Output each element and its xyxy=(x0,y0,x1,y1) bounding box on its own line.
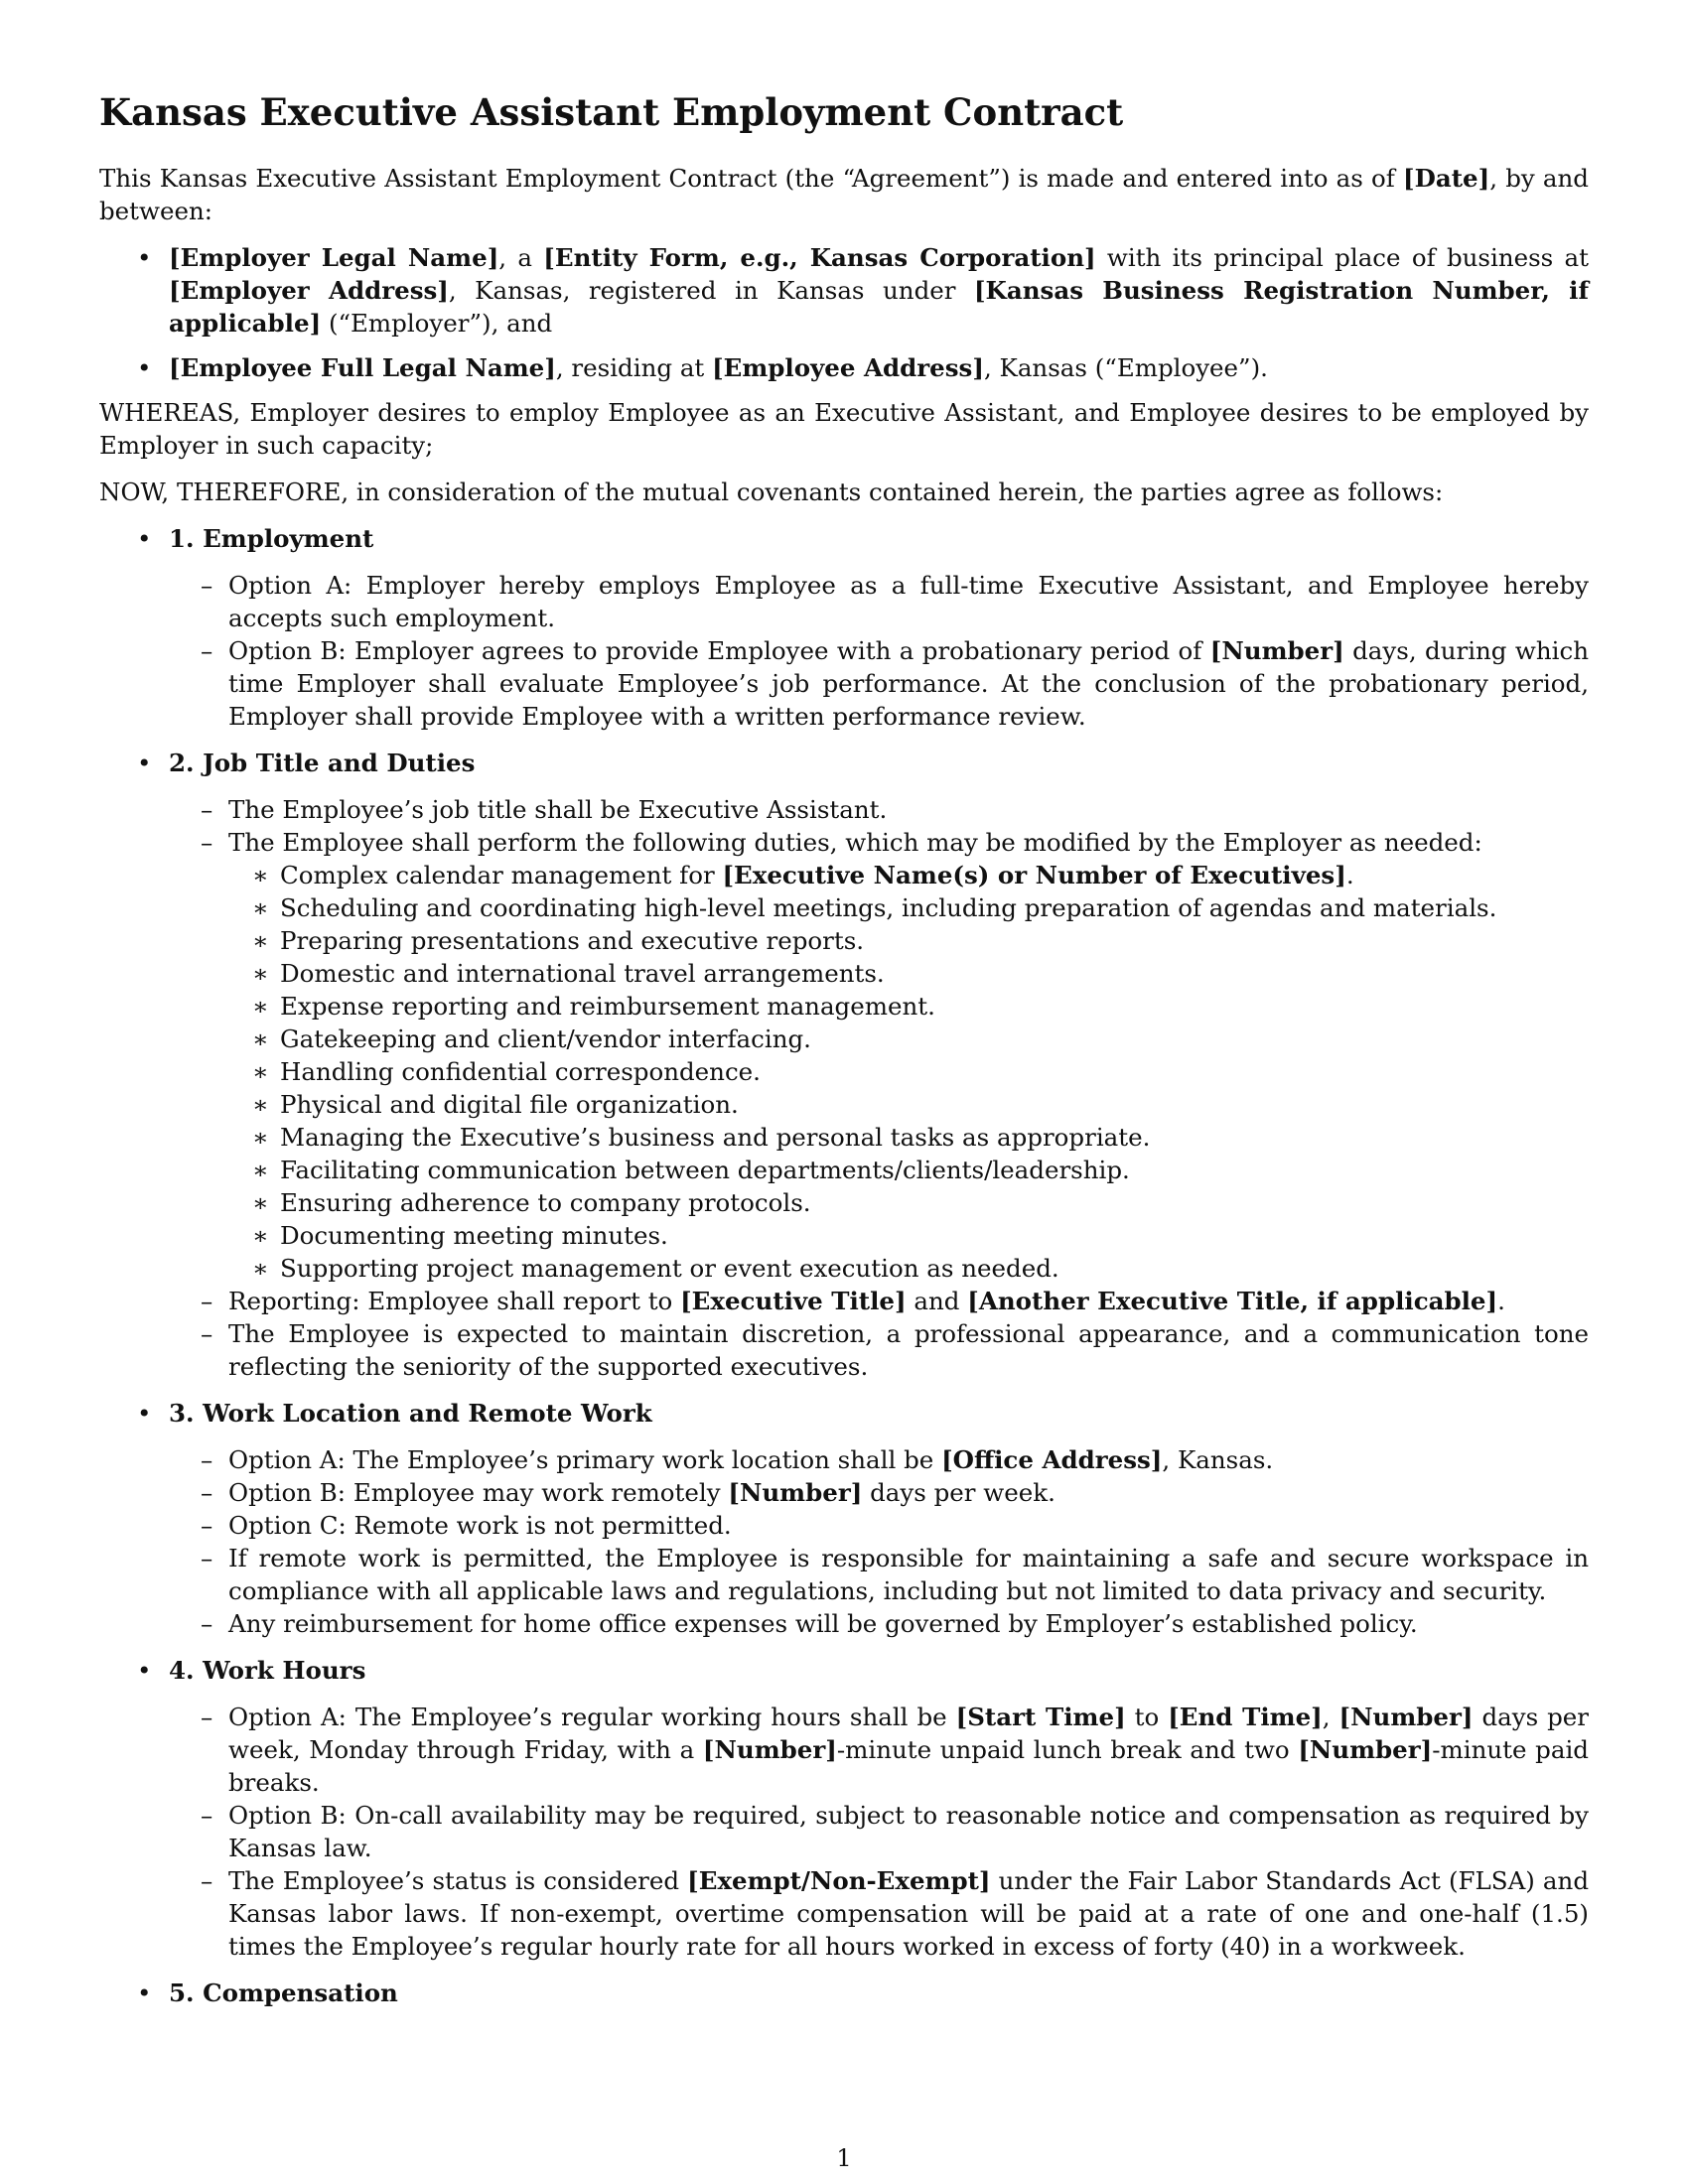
entity-form-placeholder: [Entity Form, e.g., Kansas Corporation] xyxy=(543,243,1096,272)
document-title: Kansas Executive Assistant Employment Contract xyxy=(99,90,1124,134)
list-item: – The Employee’s job title shall be Executive Assistant. xyxy=(169,793,1589,826)
duty-item: ∗ Physical and digital file organization. xyxy=(228,1088,1589,1121)
text: -minute unpaid lunch break and two xyxy=(836,1735,1299,1764)
page-number: 1 xyxy=(836,2144,852,2172)
text: Complex calendar management for xyxy=(280,861,723,889)
text: , xyxy=(1322,1703,1339,1731)
intro-text-end: , by and between: xyxy=(99,164,1589,225)
text: days, during which time Employer shall evaluate Employee’s job performance. At the conclusion of the probationary period, Employer shall provide Employee with a written performance review. xyxy=(228,636,1589,731)
text: , Kansas, registered in Kansas under xyxy=(448,276,974,305)
list-item xyxy=(169,826,1589,1285)
list-item xyxy=(169,1443,1589,1476)
text: to xyxy=(1125,1703,1169,1731)
number-placeholder: [Number] xyxy=(728,1478,863,1507)
duty-item: ∗ Expense reporting and reimbursement management. xyxy=(228,990,1589,1023)
duty-item: ∗ Handling confidential correspondence. xyxy=(228,1055,1589,1088)
start-time-placeholder: [Start Time] xyxy=(955,1703,1126,1731)
executive-name-placeholder: [Executive Name(s) or Number of Executives] xyxy=(722,861,1346,889)
text: Option B: Employer agrees to provide Employee with a probationary period of xyxy=(228,636,1210,665)
duty-item: ∗ Managing the Executive’s business and personal tasks as appropriate. xyxy=(228,1121,1589,1154)
another-executive-title-placeholder: [Another Executive Title, if applicable] xyxy=(967,1287,1498,1315)
text: and xyxy=(906,1287,968,1315)
duty-item: ∗ Domestic and international travel arrangements. xyxy=(228,957,1589,990)
section-title: • 3. Work Location and Remote Work xyxy=(169,1399,652,1428)
exempt-status-placeholder: [Exempt/Non-Exempt] xyxy=(687,1866,991,1895)
duty-item xyxy=(228,859,1589,891)
list-item: – Option B: On-call availability may be required, subject to reasonable notice and compensation as required by Kansas law. xyxy=(169,1799,1589,1864)
employer-name-placeholder: [Employer Legal Name] xyxy=(169,243,499,272)
section-work-location xyxy=(99,1397,1589,1640)
duty-item: ∗ Facilitating communication between departments/clients/leadership. xyxy=(228,1154,1589,1186)
sections-list xyxy=(99,522,1589,2009)
duties-list xyxy=(228,859,1589,1285)
whereas-paragraph: WHEREAS, Employer desires to employ Employee as an Executive Assistant, and Employee desires to be employed by Employer in such capacity; xyxy=(99,398,1589,460)
section-job-title-duties xyxy=(99,747,1589,1383)
text: . xyxy=(1497,1287,1505,1315)
list-item xyxy=(169,634,1589,733)
parties-list xyxy=(99,241,1589,384)
text: The Employee shall perform the following duties, which may be modified by the Employer as needed: xyxy=(228,828,1482,857)
text: . xyxy=(1345,861,1354,889)
text: Option B: Employee may work remotely xyxy=(228,1478,729,1507)
text: days per week, Monday through Friday, with a xyxy=(228,1703,1590,1764)
list-item xyxy=(169,1476,1589,1509)
employee-name-placeholder: [Employee Full Legal Name] xyxy=(169,353,556,382)
section-title: • 4. Work Hours xyxy=(169,1656,366,1685)
section-title: • 1. Employment xyxy=(169,524,374,553)
list-item xyxy=(169,1285,1589,1317)
text: Reporting: Employee shall report to xyxy=(228,1287,681,1315)
intro-paragraph xyxy=(99,162,1589,227)
duty-item: ∗ Preparing presentations and executive reports. xyxy=(228,924,1589,957)
duty-item: ∗ Gatekeeping and client/vendor interfacing. xyxy=(228,1023,1589,1055)
date-placeholder: [Date] xyxy=(1403,164,1490,193)
text: days per week. xyxy=(862,1478,1055,1507)
party-employer xyxy=(99,241,1589,340)
duty-item: ∗ Scheduling and coordinating high-level meetings, including preparation of agendas and materials. xyxy=(228,891,1589,924)
document-page xyxy=(99,84,1589,2023)
section-employment xyxy=(99,522,1589,733)
text: -minute paid breaks. xyxy=(228,1735,1589,1797)
list-item xyxy=(169,1864,1589,1963)
list-item: – The Employee is expected to maintain discretion, a professional appearance, and a communication tone reflecting the seniority of the supported executives. xyxy=(169,1317,1589,1383)
duty-item: ∗ Ensuring adherence to company protocols. xyxy=(228,1186,1589,1219)
section-work-hours xyxy=(99,1654,1589,1963)
text: The Employee’s status is considered xyxy=(228,1866,688,1895)
employee-address-placeholder: [Employee Address] xyxy=(712,353,984,382)
list-item: – Option A: Employer hereby employs Employee as a full-time Executive Assistant, and Employee hereby accepts such employment. xyxy=(169,569,1589,634)
intro-text: This Kansas Executive Assistant Employment Contract (the “Agreement”) is made and entered into as of xyxy=(99,164,1404,193)
now-therefore-paragraph: NOW, THEREFORE, in consideration of the mutual covenants contained herein, the parties agree as follows: xyxy=(99,478,1444,506)
text: with its principal place of business at xyxy=(1095,243,1589,272)
employer-address-placeholder: [Employer Address] xyxy=(169,276,449,305)
section-compensation xyxy=(99,1977,1589,2009)
list-item: – If remote work is permitted, the Employee is responsible for maintaining a safe and secure workspace in compliance with all applicable laws and regulations, including but not limited to data privacy and security. xyxy=(169,1542,1589,1607)
text: , residing at xyxy=(555,353,713,382)
section-title: • 5. Compensation xyxy=(169,1979,398,2007)
end-time-placeholder: [End Time] xyxy=(1168,1703,1323,1731)
list-item xyxy=(169,1701,1589,1799)
section-title: • 2. Job Title and Duties xyxy=(169,749,476,777)
text: (“Employer”), and xyxy=(321,309,553,338)
text: , Kansas (“Employee”). xyxy=(983,353,1268,382)
party-employee xyxy=(99,351,1589,384)
text: , Kansas. xyxy=(1162,1445,1274,1474)
duty-item: ∗ Documenting meeting minutes. xyxy=(228,1219,1589,1252)
executive-title-placeholder: [Executive Title] xyxy=(680,1287,907,1315)
office-address-placeholder: [Office Address] xyxy=(941,1445,1163,1474)
number-placeholder: [Number] xyxy=(1209,636,1344,665)
text: under the Fair Labor Standards Act (FLSA) and Kansas labor laws. If non-exempt, overtime compensation will be paid at a rate of one and one-half (1.5) times the Employee’s regular hourly rate for all hours worked in excess of forty (40) in a workweek. xyxy=(228,1866,1590,1961)
text: , a xyxy=(498,243,544,272)
duty-item: ∗ Supporting project management or event execution as needed. xyxy=(228,1252,1589,1285)
text: Option A: The Employee’s primary work location shall be xyxy=(228,1445,942,1474)
number-placeholder: [Number] xyxy=(1298,1735,1433,1764)
text: Option A: The Employee’s regular working hours shall be xyxy=(228,1703,956,1731)
list-item: – Option C: Remote work is not permitted. xyxy=(169,1509,1589,1542)
number-placeholder: [Number] xyxy=(702,1735,837,1764)
registration-number-placeholder: [Kansas Business Registration Number, if applicable] xyxy=(169,276,1589,338)
list-item: – Any reimbursement for home office expenses will be governed by Employer’s established policy. xyxy=(169,1607,1589,1640)
number-placeholder: [Number] xyxy=(1338,1703,1474,1731)
